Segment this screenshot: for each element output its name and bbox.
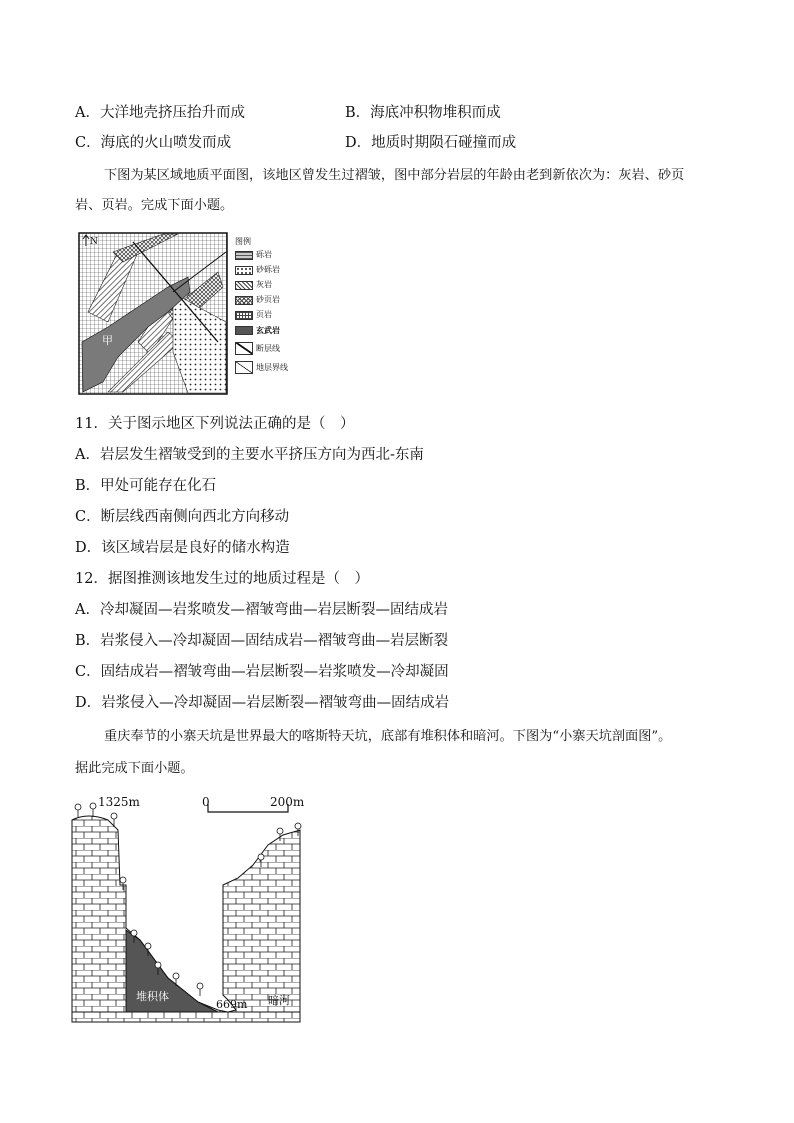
q10-option-d: D．地质时期陨石碰撞而成	[345, 135, 517, 151]
legend-fault-line	[235, 342, 280, 355]
q11-stem: 11．关于图示地区下列说法正确的是（ ）	[75, 416, 355, 432]
tiankeng-profile-diagram	[68, 790, 308, 1026]
legend-label: 砂砾岩	[256, 265, 280, 274]
legend-label: 灰岩	[256, 280, 272, 289]
north-label: N	[90, 237, 98, 247]
q11-option-a: A．岩层发生褶皱受到的主要水平挤压方向为西北-东南	[75, 447, 424, 463]
conglomerate-swatch-icon	[235, 251, 253, 260]
map-legend	[235, 236, 315, 396]
basalt-swatch-icon	[235, 326, 253, 335]
legend-label: 页岩	[256, 310, 272, 319]
scale-zero-label: 0	[202, 795, 210, 809]
top-elevation-label: 1325m	[98, 795, 140, 809]
legend-conglomerate	[235, 250, 272, 260]
legend-label: 断层线	[256, 343, 280, 353]
intro-paragraph-1-line-1: 下图为某区域地质平面图，该地区曾发生过褶皱，图中部分岩层的年龄由老到新依次为：灰岩、砂页	[104, 168, 685, 183]
q12-option-c: C．固结成岩—褶皱弯曲—岩层断裂—岩浆喷发—冷却凝固	[75, 664, 449, 680]
q11-option-c: C．断层线西南侧向西北方向移动	[75, 509, 290, 525]
fault-line-icon	[235, 342, 253, 355]
q10-option-c: C．海底的火山喷发而成	[75, 135, 232, 151]
river-label: 暗河	[268, 994, 290, 1007]
legend-sandy-shale	[235, 295, 280, 305]
legend-label: 玄武岩	[256, 325, 280, 335]
legend-label: 地层界线	[256, 362, 288, 372]
legend-label: 砂页岩	[256, 295, 280, 304]
legend-shale	[235, 310, 272, 320]
geologic-map	[78, 232, 228, 395]
q12-option-d: D．岩浆侵入—冷却凝固—岩层断裂—褶皱弯曲—固结成岩	[75, 695, 450, 711]
jia-label: 甲	[102, 334, 113, 347]
legend-sandy-conglomerate	[235, 265, 280, 275]
intro-paragraph-2-line-1: 重庆奉节的小寨天坑是世界最大的喀斯特天坑，底部有堆积体和暗河。下图为“小寨天坑剖面图”。	[104, 729, 672, 744]
q12-stem: 12．据图推测该地发生过的地质过程是（ ）	[75, 571, 369, 587]
sandy-shale-swatch-icon	[235, 296, 253, 305]
legend-basalt	[235, 325, 280, 335]
q10-option-b: B．海底冲积物堆积而成	[345, 105, 501, 121]
stratum-boundary-icon	[235, 361, 253, 374]
q10-option-a: A．大洋地壳挤压抬升而成	[75, 105, 245, 121]
legend-limestone	[235, 280, 272, 290]
intro-paragraph-1-line-2: 岩、页岩。完成下面小题。	[75, 198, 234, 213]
limestone-swatch-icon	[235, 281, 253, 290]
intro-paragraph-2-line-2: 据此完成下面小题。	[75, 761, 194, 776]
shale-swatch-icon	[235, 311, 253, 320]
q11-option-d: D．该区域岩层是良好的储水构造	[75, 540, 290, 556]
legend-stratum-boundary	[235, 361, 288, 374]
deposit-label: 堆积体	[136, 990, 169, 1003]
q12-option-a: A．冷却凝固—岩浆喷发—褶皱弯曲—岩层断裂—固结成岩	[75, 602, 448, 618]
scale-end-label: 200m	[270, 795, 305, 809]
q11-option-b: B．甲处可能存在化石	[75, 478, 217, 494]
q12-option-b: B．岩浆侵入—冷却凝固—固结成岩—褶皱弯曲—岩层断裂	[75, 633, 449, 649]
sandy-conglomerate-swatch-icon	[235, 266, 253, 275]
legend-title: 图例	[235, 237, 251, 246]
legend-label: 砾岩	[256, 250, 272, 259]
bottom-elevation-label: 669m	[216, 998, 248, 1011]
